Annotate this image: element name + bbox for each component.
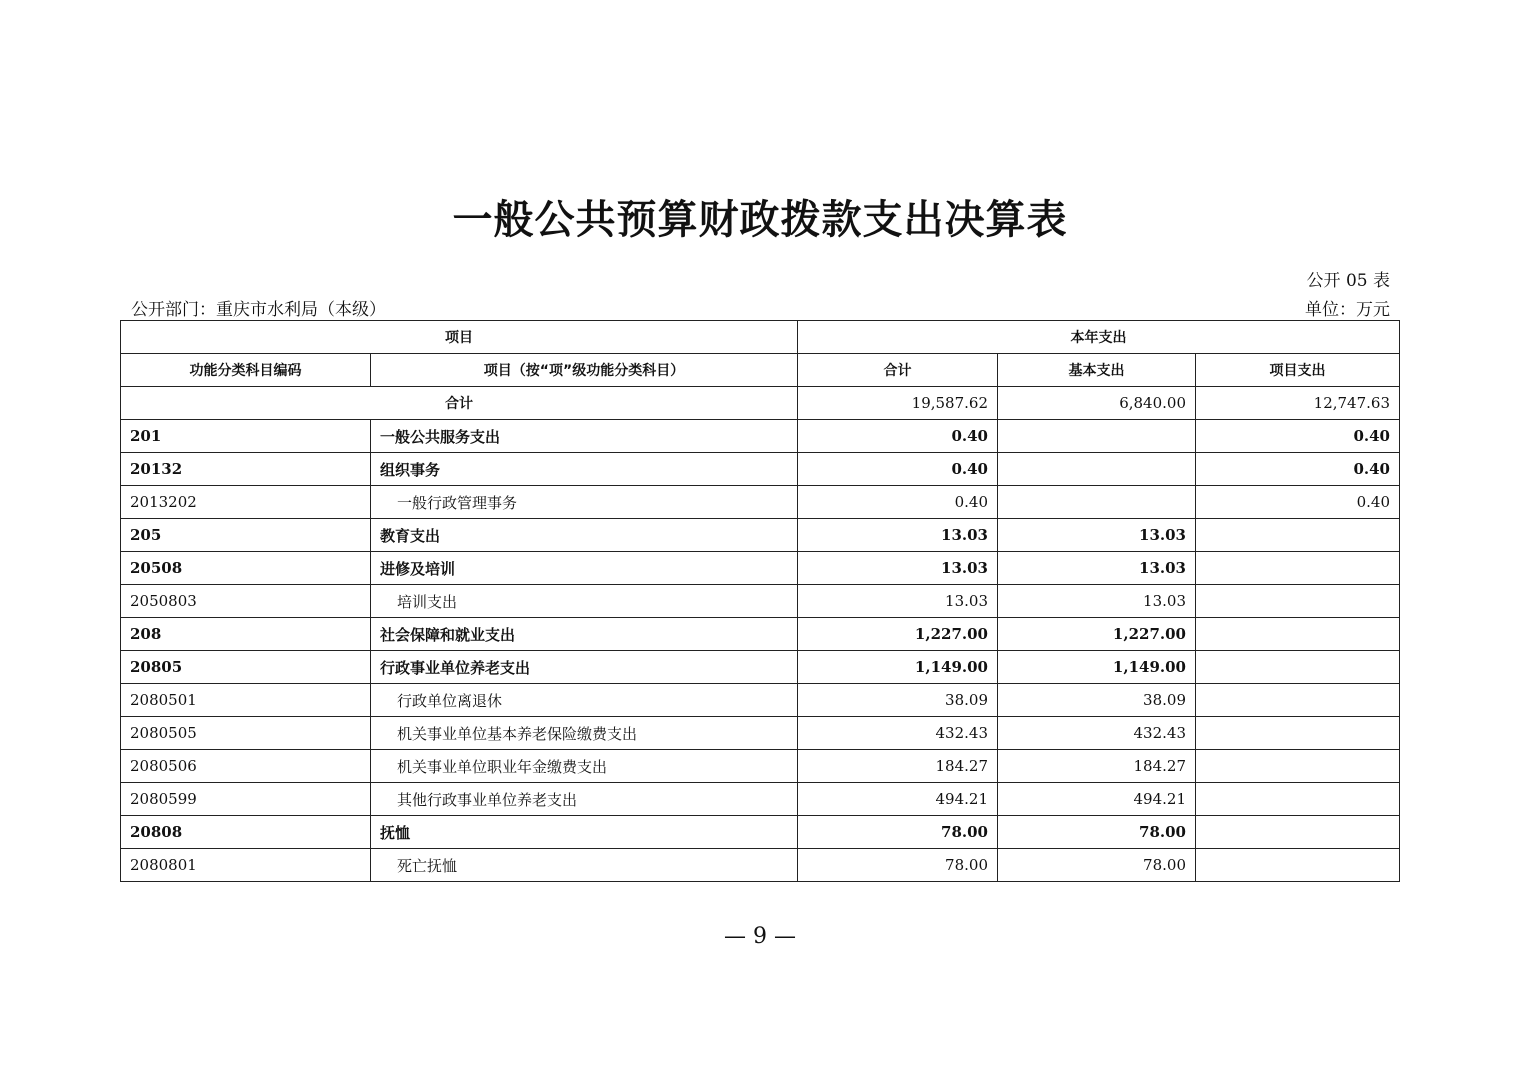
row-basic: 78.00 (998, 849, 1196, 882)
total-row (121, 387, 1400, 420)
row-basic: 38.09 (998, 684, 1196, 717)
expenditure-table (120, 320, 1400, 882)
table-row (121, 420, 1400, 453)
row-project (1196, 519, 1400, 552)
row-code: 20808 (121, 816, 371, 849)
row-basic (998, 420, 1196, 453)
row-code: 201 (121, 420, 371, 453)
page-title: 一般公共预算财政拨款支出决算表 (452, 196, 1068, 243)
row-total: 1,227.00 (798, 618, 998, 651)
table-row (121, 717, 1400, 750)
row-basic (998, 453, 1196, 486)
unit-label: 单位：万元 (1305, 300, 1390, 320)
row-basic: 13.03 (998, 552, 1196, 585)
table-row (121, 651, 1400, 684)
table-row (121, 816, 1400, 849)
header-row-columns (121, 354, 1400, 387)
row-code: 2080505 (121, 717, 371, 750)
row-code: 2080801 (121, 849, 371, 882)
row-name: 一般公共服务支出 (371, 420, 798, 453)
basic-column-header: 基本支出 (998, 354, 1196, 387)
row-code: 2050803 (121, 585, 371, 618)
row-project (1196, 651, 1400, 684)
row-name: 机关事业单位职业年金缴费支出 (371, 750, 798, 783)
row-basic: 432.43 (998, 717, 1196, 750)
project-column-header: 项目支出 (1196, 354, 1400, 387)
row-name: 行政事业单位养老支出 (371, 651, 798, 684)
row-name: 进修及培训 (371, 552, 798, 585)
row-name: 教育支出 (371, 519, 798, 552)
table-row (121, 519, 1400, 552)
row-total: 494.21 (798, 783, 998, 816)
row-project (1196, 618, 1400, 651)
row-total: 1,149.00 (798, 651, 998, 684)
row-code: 2080599 (121, 783, 371, 816)
row-basic: 78.00 (998, 816, 1196, 849)
row-code: 2080506 (121, 750, 371, 783)
total-column-header: 合计 (798, 354, 998, 387)
row-code: 2080501 (121, 684, 371, 717)
total-row-project: 12,747.63 (1196, 387, 1400, 420)
row-total: 432.43 (798, 717, 998, 750)
header-row-group (121, 321, 1400, 354)
row-total: 78.00 (798, 849, 998, 882)
table-row (121, 618, 1400, 651)
row-project: 0.40 (1196, 453, 1400, 486)
row-project (1196, 816, 1400, 849)
row-total: 38.09 (798, 684, 998, 717)
row-project (1196, 552, 1400, 585)
current-year-header: 本年支出 (798, 321, 1400, 354)
row-code: 20508 (121, 552, 371, 585)
row-basic: 13.03 (998, 519, 1196, 552)
row-project (1196, 717, 1400, 750)
row-total: 0.40 (798, 453, 998, 486)
row-code: 208 (121, 618, 371, 651)
row-project: 0.40 (1196, 486, 1400, 519)
row-code: 20132 (121, 453, 371, 486)
row-name: 抚恤 (371, 816, 798, 849)
table-row (121, 552, 1400, 585)
total-row-basic: 6,840.00 (998, 387, 1196, 420)
row-basic: 184.27 (998, 750, 1196, 783)
page-number: — 9 — (724, 924, 796, 949)
table-number: 公开 05 表 (1306, 271, 1390, 291)
row-basic (998, 486, 1196, 519)
table-row (121, 453, 1400, 486)
row-basic: 1,227.00 (998, 618, 1196, 651)
row-total: 0.40 (798, 486, 998, 519)
row-total: 78.00 (798, 816, 998, 849)
code-column-header: 功能分类科目编码 (121, 354, 371, 387)
row-project (1196, 684, 1400, 717)
row-code: 2013202 (121, 486, 371, 519)
row-name: 其他行政事业单位养老支出 (371, 783, 798, 816)
row-total: 184.27 (798, 750, 998, 783)
row-name: 一般行政管理事务 (371, 486, 798, 519)
total-row-label: 合计 (121, 387, 798, 420)
row-total: 13.03 (798, 552, 998, 585)
total-row-total: 19,587.62 (798, 387, 998, 420)
row-project (1196, 783, 1400, 816)
row-project: 0.40 (1196, 420, 1400, 453)
table-row (121, 750, 1400, 783)
table-row (121, 849, 1400, 882)
row-total: 13.03 (798, 585, 998, 618)
row-name: 组织事务 (371, 453, 798, 486)
table-row (121, 486, 1400, 519)
row-project (1196, 750, 1400, 783)
row-basic: 13.03 (998, 585, 1196, 618)
row-code: 20805 (121, 651, 371, 684)
row-code: 205 (121, 519, 371, 552)
table-row (121, 783, 1400, 816)
name-column-header: 项目（按“项”级功能分类科目） (371, 354, 798, 387)
row-basic: 1,149.00 (998, 651, 1196, 684)
row-total: 13.03 (798, 519, 998, 552)
row-name: 行政单位离退休 (371, 684, 798, 717)
row-project (1196, 849, 1400, 882)
row-name: 培训支出 (371, 585, 798, 618)
row-project (1196, 585, 1400, 618)
row-basic: 494.21 (998, 783, 1196, 816)
item-group-header: 项目 (121, 321, 798, 354)
department-label: 公开部门：重庆市水利局（本级） (131, 300, 386, 320)
table-row (121, 684, 1400, 717)
row-name: 死亡抚恤 (371, 849, 798, 882)
row-total: 0.40 (798, 420, 998, 453)
table-row (121, 585, 1400, 618)
row-name: 社会保障和就业支出 (371, 618, 798, 651)
row-name: 机关事业单位基本养老保险缴费支出 (371, 717, 798, 750)
